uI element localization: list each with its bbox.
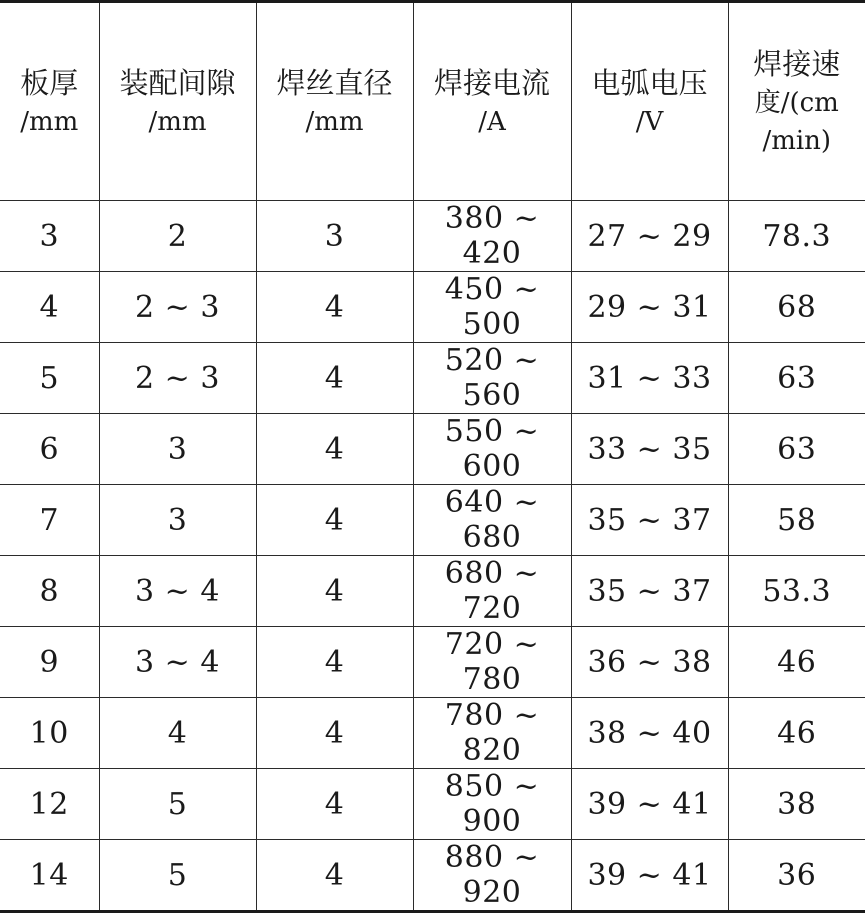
cell-wire-diameter: 4 <box>256 769 413 840</box>
table-row <box>0 627 865 698</box>
header-label: 板厚 <box>0 62 99 104</box>
cell-welding-current: 450 ~ 500 <box>413 272 571 343</box>
cell-assembly-gap: 5 <box>99 840 256 912</box>
cell-arc-voltage: 29 ~ 31 <box>571 272 728 343</box>
cell-welding-speed: 46 <box>728 698 865 769</box>
cell-plate-thickness: 7 <box>0 485 99 556</box>
table-row <box>0 485 865 556</box>
cell-wire-diameter: 3 <box>256 201 413 272</box>
cell-arc-voltage: 35 ~ 37 <box>571 485 728 556</box>
header-welding-speed <box>728 2 865 201</box>
cell-welding-current: 720 ~ 780 <box>413 627 571 698</box>
cell-arc-voltage: 36 ~ 38 <box>571 627 728 698</box>
cell-assembly-gap: 2 ~ 3 <box>99 272 256 343</box>
cell-welding-current: 680 ~ 720 <box>413 556 571 627</box>
cell-welding-current: 520 ~ 560 <box>413 343 571 414</box>
cell-wire-diameter: 4 <box>256 840 413 912</box>
header-unit: /mm <box>0 104 99 142</box>
table-body <box>0 201 865 912</box>
table-row <box>0 201 865 272</box>
cell-plate-thickness: 10 <box>0 698 99 769</box>
cell-welding-speed: 38 <box>728 769 865 840</box>
cell-plate-thickness: 12 <box>0 769 99 840</box>
cell-wire-diameter: 4 <box>256 414 413 485</box>
header-wire-diameter <box>256 2 413 201</box>
cell-welding-speed: 53.3 <box>728 556 865 627</box>
header-label: 焊丝直径 <box>257 62 413 104</box>
cell-welding-speed: 46 <box>728 627 865 698</box>
header-row <box>0 2 865 201</box>
header-unit: /A <box>414 104 571 142</box>
header-unit: /mm <box>257 104 413 142</box>
cell-wire-diameter: 4 <box>256 272 413 343</box>
cell-wire-diameter: 4 <box>256 485 413 556</box>
table-row <box>0 840 865 912</box>
header-unit: /mm <box>100 104 256 142</box>
header-unit: /min) <box>729 123 865 161</box>
header-plate-thickness <box>0 2 99 201</box>
header-label: 装配间隙 <box>100 62 256 104</box>
table-row <box>0 698 865 769</box>
cell-plate-thickness: 3 <box>0 201 99 272</box>
table-row <box>0 556 865 627</box>
cell-plate-thickness: 8 <box>0 556 99 627</box>
cell-welding-current: 640 ~ 680 <box>413 485 571 556</box>
header-label: 电弧电压 <box>572 62 728 104</box>
cell-assembly-gap: 2 <box>99 201 256 272</box>
cell-assembly-gap: 3 <box>99 485 256 556</box>
cell-welding-current: 880 ~ 920 <box>413 840 571 912</box>
cell-welding-speed: 63 <box>728 343 865 414</box>
table-row <box>0 272 865 343</box>
cell-welding-speed: 63 <box>728 414 865 485</box>
cell-plate-thickness: 6 <box>0 414 99 485</box>
cell-plate-thickness: 4 <box>0 272 99 343</box>
cell-arc-voltage: 31 ~ 33 <box>571 343 728 414</box>
cell-welding-current: 780 ~ 820 <box>413 698 571 769</box>
table-row <box>0 769 865 840</box>
cell-plate-thickness: 14 <box>0 840 99 912</box>
table-header <box>0 2 865 201</box>
header-welding-current <box>413 2 571 201</box>
table-row <box>0 343 865 414</box>
cell-welding-current: 550 ~ 600 <box>413 414 571 485</box>
cell-assembly-gap: 5 <box>99 769 256 840</box>
header-arc-voltage <box>571 2 728 201</box>
header-assembly-gap <box>99 2 256 201</box>
header-unit: /V <box>572 104 728 142</box>
cell-assembly-gap: 3 <box>99 414 256 485</box>
cell-arc-voltage: 35 ~ 37 <box>571 556 728 627</box>
cell-arc-voltage: 39 ~ 41 <box>571 840 728 912</box>
cell-arc-voltage: 38 ~ 40 <box>571 698 728 769</box>
cell-welding-current: 850 ~ 900 <box>413 769 571 840</box>
table-row <box>0 414 865 485</box>
cell-plate-thickness: 5 <box>0 343 99 414</box>
cell-arc-voltage: 39 ~ 41 <box>571 769 728 840</box>
cell-plate-thickness: 9 <box>0 627 99 698</box>
cell-wire-diameter: 4 <box>256 627 413 698</box>
cell-arc-voltage: 27 ~ 29 <box>571 201 728 272</box>
header-label: 焊接速 <box>729 43 865 85</box>
cell-welding-speed: 58 <box>728 485 865 556</box>
header-label-cont: 度/(cm <box>729 85 865 123</box>
cell-assembly-gap: 2 ~ 3 <box>99 343 256 414</box>
cell-assembly-gap: 3 ~ 4 <box>99 556 256 627</box>
cell-arc-voltage: 33 ~ 35 <box>571 414 728 485</box>
cell-welding-speed: 68 <box>728 272 865 343</box>
cell-welding-current: 380 ~ 420 <box>413 201 571 272</box>
cell-wire-diameter: 4 <box>256 698 413 769</box>
cell-wire-diameter: 4 <box>256 343 413 414</box>
cell-assembly-gap: 3 ~ 4 <box>99 627 256 698</box>
cell-welding-speed: 78.3 <box>728 201 865 272</box>
cell-welding-speed: 36 <box>728 840 865 912</box>
cell-assembly-gap: 4 <box>99 698 256 769</box>
header-label: 焊接电流 <box>414 62 571 104</box>
cell-wire-diameter: 4 <box>256 556 413 627</box>
